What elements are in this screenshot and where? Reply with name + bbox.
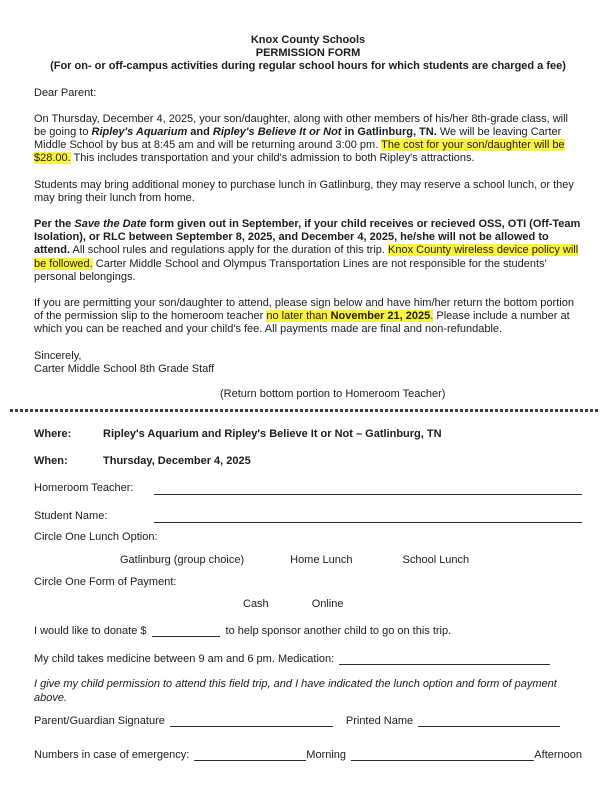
printed-name-label: Printed Name (345, 714, 414, 727)
text-segment: Carter Middle School and Olympus Transportation Lines are not responsible for the students' personal belongings. (34, 257, 547, 283)
text-segment: Please include a number at which you can be reached and your child's fee. All payments made are final and non-refundable. (34, 310, 570, 336)
emergency-label: Numbers in case of emergency: (34, 748, 190, 761)
text-segment: no later than (266, 310, 331, 323)
where-label: Where: (34, 428, 72, 441)
lunch-option-prompt: Circle One Lunch Option: (34, 530, 158, 543)
homeroom-teacher-label: Homeroom Teacher: (34, 482, 134, 495)
lunch-option-gatlinburg: Gatlinburg (group choice) (120, 553, 245, 566)
signature-label: Parent/Guardian Signature (34, 714, 165, 727)
lunch-options-row (34, 554, 582, 567)
paragraph-return-slip (34, 297, 582, 337)
when-label: When: (34, 455, 68, 468)
payment-prompt: Circle One Form of Payment: (34, 576, 177, 589)
cut-line-divider (10, 409, 600, 412)
lunch-option-school: School Lunch (402, 553, 470, 566)
paragraph-trip-details (34, 113, 582, 166)
payment-options-row (34, 598, 582, 611)
permission-statement: I give my child permission to attend this field trip, and I have indicated the lunch option and form of payment above. (34, 678, 557, 704)
where-value: Ripley's Aquarium and Ripley's Believe It or Not – Gatlinburg, TN (103, 428, 442, 441)
text-segment: This includes transportation and your child's admission to both Ripley's attractions. (70, 152, 475, 165)
text-segment: Per the (34, 218, 75, 231)
medication-label: My child takes medicine between 9 am and 6 pm. Medication: (34, 653, 335, 666)
homeroom-teacher-blank (154, 482, 582, 495)
closing-signoff: Carter Middle School 8th Grade Staff (34, 362, 215, 375)
text-segment: Students may bring additional money to purchase lunch in Gatlinburg, they may reserve a school lunch, or they may bring their lunch from home. (34, 178, 574, 204)
text-segment: November 21, 2025 (330, 310, 431, 323)
morning-label: Morning (306, 748, 347, 761)
homeroom-teacher-row (34, 482, 582, 496)
donate-row (34, 624, 582, 638)
donate-label-after: to help sponsor another child to go on this trip. (225, 625, 452, 638)
text-segment: Save the Date (74, 218, 147, 231)
text-segment: If you are permitting your son/daughter to attend, please sign below and have him/her return the bottom portion of the permission slip to the homeroom teacher (34, 297, 574, 323)
student-name-label: Student Name: (34, 510, 108, 523)
emergency-morning-blank (194, 748, 306, 761)
closing-sincerely: Sincerely, (34, 349, 82, 362)
text-segment: and (187, 126, 213, 139)
when-value: Thursday, December 4, 2025 (103, 455, 251, 468)
donate-amount-blank (152, 624, 220, 637)
emergency-row (34, 748, 582, 762)
printed-name-blank (418, 714, 560, 727)
student-name-blank (154, 510, 582, 523)
student-name-row (34, 510, 582, 524)
salutation: Dear Parent: (34, 86, 97, 99)
text-segment: We will be leaving Carter Middle School by bus at 8:45 am and will be returning around 3:00 pm. (34, 126, 562, 152)
text-segment: Ripley's Aquarium (91, 126, 188, 139)
text-segment: Knox County wireless device policy will be followed. (34, 244, 579, 270)
when-row (34, 455, 582, 468)
return-note: (Return bottom portion to Homeroom Teacher) (220, 388, 446, 401)
district-title: Knox County Schools (250, 34, 366, 46)
text-segment: On Thursday, December 4, 2025, your son/daughter, along with other members of his/her 8th-grade class, will be going to (34, 112, 568, 139)
text-segment: Ripley's Believe It or Not (212, 126, 342, 139)
text-segment: in Gatlinburg, TN. (341, 126, 437, 139)
text-segment: The cost for your son/daughter will be $28.00. (34, 139, 565, 165)
text-segment: . (430, 310, 434, 323)
afternoon-label: Afternoon (534, 748, 582, 761)
emergency-afternoon-blank (351, 748, 534, 761)
medication-row (34, 652, 582, 666)
text-segment: form given out in September, if your child receives or recieved OSS, OTI (Off-Team Isolation), or RLC between September 8, 2025, and December 4, 2025, he/she will not be allowed to attend. (34, 218, 581, 257)
signature-blank (170, 714, 333, 727)
paragraph-rules (34, 218, 582, 284)
where-row (34, 428, 582, 441)
form-subtitle: (For on- or off-campus activities during regular school hours for which students are charged a fee) (50, 60, 566, 73)
form-title: PERMISSION FORM (255, 47, 361, 60)
medication-blank (339, 652, 550, 665)
lunch-option-home: Home Lunch (290, 553, 353, 566)
payment-option-cash: Cash (243, 598, 269, 611)
text-segment: All school rules and regulations apply for the duration of this trip. (70, 244, 389, 257)
payment-option-online: Online (311, 598, 344, 611)
paragraph-lunch-money (34, 179, 582, 205)
donate-label: I would like to donate $ (34, 625, 147, 638)
signature-row (34, 714, 582, 728)
